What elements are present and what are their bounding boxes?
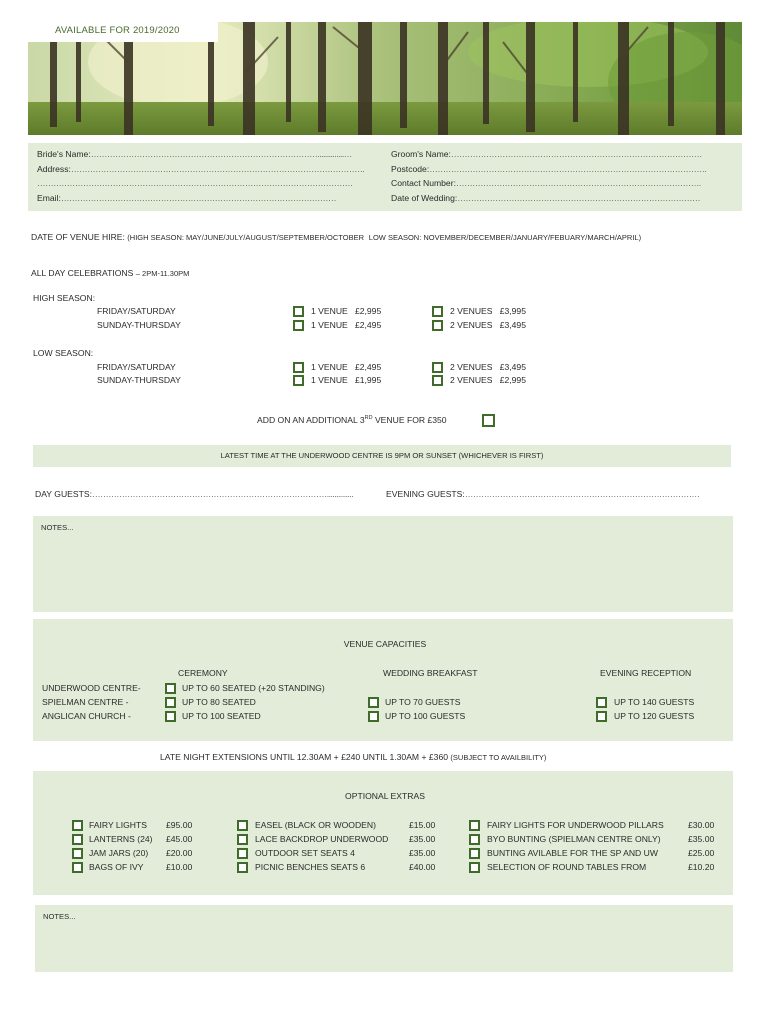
extra-c1-price-2: £45.00 — [166, 834, 193, 844]
extra-bunting-checkbox[interactable] — [469, 848, 480, 859]
extra-c3-label-3: BUNTING AVILABLE FOR THE SP AND UW — [487, 848, 658, 858]
venue-label: 2 VENUES — [450, 306, 493, 316]
high-row2-two — [450, 320, 526, 330]
venue-label: 2 VENUES — [450, 362, 493, 372]
date-hire-high: (HIGH SEASON: MAY/JUNE/JULY/AUGUST/SEPTEMBER/OCTOBER — [127, 233, 365, 242]
late-night-note: (SUBJECT TO AVAILBILITY) — [450, 753, 547, 762]
addon-sup: RD — [364, 415, 373, 422]
availability-label: AVAILABLE FOR 2019/2020 — [28, 22, 218, 42]
extra-outdoor-set-checkbox[interactable] — [237, 848, 248, 859]
venue-label: 2 VENUES — [450, 320, 493, 330]
extra-bags-ivy-checkbox[interactable] — [72, 862, 83, 873]
extra-jam-jars-checkbox[interactable] — [72, 848, 83, 859]
ceremony-opt-1: UP TO 60 SEATED (+20 STANDING) — [182, 683, 325, 693]
reception-heading: EVENING RECEPTION — [600, 668, 692, 678]
addon-line — [257, 415, 447, 425]
ceremony-opt-3: UP TO 100 SEATED — [182, 711, 261, 721]
extra-c2-label-3: OUTDOOR SET SEATS 4 — [255, 848, 355, 858]
extra-c1-label-1: FAIRY LIGHTS — [89, 820, 147, 830]
ceremony-anglican-checkbox[interactable] — [165, 711, 176, 722]
ceremony-heading: CEREMONY — [178, 668, 228, 678]
high-row1-days: FRIDAY/SATURDAY — [97, 306, 176, 316]
extra-c2-price-2: £35.00 — [409, 834, 436, 844]
date-hire-label: DATE OF VENUE HIRE: — [31, 232, 125, 242]
low-sun-1venue-checkbox[interactable] — [293, 375, 304, 386]
celebrations-line — [31, 268, 189, 278]
postcode-label: Postcode: — [391, 163, 430, 174]
extra-c2-price-3: £35.00 — [409, 848, 436, 858]
breakfast-100-checkbox[interactable] — [368, 711, 379, 722]
addon-pre: ADD ON AN ADDITIONAL 3 — [257, 415, 365, 425]
optional-extras-panel — [33, 771, 733, 895]
extra-c2-label-4: PICNIC BENCHES SEATS 6 — [255, 862, 366, 872]
venue-label: 1 VENUE — [311, 306, 348, 316]
celebrations-time: – 2PM-11.30PM — [135, 269, 190, 278]
price: £2,995 — [354, 306, 382, 316]
price: £3,995 — [499, 306, 526, 316]
venue-underwood: UNDERWOOD CENTRE- — [42, 683, 141, 693]
extra-easel-checkbox[interactable] — [237, 820, 248, 831]
extra-picnic-benches-checkbox[interactable] — [237, 862, 248, 873]
high-sun-1venue-checkbox[interactable] — [293, 320, 304, 331]
extra-c2-label-2: LACE BACKDROP UNDERWOOD — [255, 834, 389, 844]
extra-c3-price-1: £30.00 — [688, 820, 715, 830]
extra-c3-price-3: £25.00 — [688, 848, 715, 858]
notes-area-1[interactable] — [33, 516, 733, 612]
high-row2-one — [311, 320, 381, 330]
notes-area-2[interactable] — [35, 905, 733, 972]
ceremony-spielman-checkbox[interactable] — [165, 697, 176, 708]
price: £2,495 — [354, 362, 382, 372]
extra-c3-label-2: BYO BUNTING (SPIELMAN CENTRE ONLY) — [487, 834, 661, 844]
extra-c3-price-4: £10.20 — [688, 862, 715, 872]
email-label: Email: — [37, 192, 61, 203]
extra-c1-label-2: LANTERNS (24) — [89, 834, 153, 844]
low-row2-days: SUNDAY-THURSDAY — [97, 375, 181, 385]
low-season-label: LOW SEASON: — [33, 348, 94, 358]
extra-c1-price-1: £95.00 — [166, 820, 193, 830]
ceremony-underwood-checkbox[interactable] — [165, 683, 176, 694]
extra-c1-price-3: £20.00 — [166, 848, 193, 858]
late-night-main: LATE NIGHT EXTENSIONS UNTIL 12.30AM + £240 UNTIL 1.30AM + £360 — [160, 752, 449, 762]
low-row1-days: FRIDAY/SATURDAY — [97, 362, 176, 372]
high-row1-two — [450, 306, 526, 316]
extra-lanterns-checkbox[interactable] — [72, 834, 83, 845]
price: £2,995 — [499, 375, 526, 385]
evening-guests-field[interactable]: EVENING GUESTS:…………………………………………………………………………… — [386, 489, 700, 499]
extra-fairy-lights-checkbox[interactable] — [72, 820, 83, 831]
extra-c1-label-3: JAM JARS (20) — [89, 848, 149, 858]
extra-c3-price-2: £35.00 — [688, 834, 715, 844]
venue-label: 1 VENUE — [311, 362, 348, 372]
contact-left-column: Bride's Name:…………………………………………………………………………..............… Address:………………………………………………………………………………………………. ……………………………………………………………………………………………………… Email:………………………………………………………………………………………… — [37, 149, 365, 203]
price: £1,995 — [354, 375, 382, 385]
extras-title: OPTIONAL EXTRAS — [345, 791, 425, 801]
price: £3,495 — [499, 320, 526, 330]
latest-time-banner: LATEST TIME AT THE UNDERWOOD CENTRE IS 9PM OR SUNSET (WHICHEVER IS FIRST) — [33, 445, 731, 467]
low-fri-2venues-checkbox[interactable] — [432, 362, 443, 373]
low-row1-two — [450, 362, 526, 372]
breakfast-opt-2: UP TO 100 GUESTS — [385, 711, 466, 721]
reception-opt-1: UP TO 140 GUESTS — [614, 697, 695, 707]
grooms-name-label: Groom's Name: — [391, 149, 451, 159]
extra-c3-label-1: FAIRY LIGHTS FOR UNDERWOOD PILLARS — [487, 820, 664, 830]
price: £3,495 — [499, 362, 526, 372]
price: £2,495 — [354, 320, 382, 330]
notes-label-1: NOTES... — [41, 523, 74, 532]
high-fri-2venues-checkbox[interactable] — [432, 306, 443, 317]
date-hire-low: LOW SEASON: NOVEMBER/DECEMBER/JANUARY/FEBUARY/MARCH/APRIL) — [368, 233, 642, 242]
venue-spielman: SPIELMAN CENTRE - — [42, 697, 129, 707]
capacities-title: VENUE CAPACITIES — [343, 639, 427, 649]
brides-name-label: Bride's Name: — [37, 149, 91, 159]
high-fri-1venue-checkbox[interactable] — [293, 306, 304, 317]
addon-post: VENUE FOR £350 — [372, 415, 447, 425]
venue-label: 1 VENUE — [311, 375, 348, 385]
extra-c3-label-4: SELECTION OF ROUND TABLES FROM — [487, 862, 647, 872]
late-night-line — [160, 752, 546, 762]
low-row2-two — [450, 375, 526, 385]
venue-label: 1 VENUE — [311, 320, 348, 330]
contact-number-label: Contact Number: — [391, 178, 456, 188]
breakfast-opt-1: UP TO 70 GUESTS — [385, 697, 461, 707]
low-sun-2venues-checkbox[interactable] — [432, 375, 443, 386]
ceremony-opt-2: UP TO 80 SEATED — [182, 697, 256, 707]
date-of-wedding-label: Date of Wedding: — [391, 192, 458, 203]
extra-byo-bunting-checkbox[interactable] — [469, 834, 480, 845]
notes-label-2: NOTES... — [43, 912, 76, 921]
low-fri-1venue-checkbox[interactable] — [293, 362, 304, 373]
breakfast-heading: WEDDING BREAKFAST — [383, 668, 478, 678]
addon-3rd-venue-checkbox[interactable] — [482, 414, 495, 427]
venue-anglican: ANGLICAN CHURCH - — [42, 711, 131, 721]
address-label: Address: — [37, 163, 71, 174]
extra-lace-backdrop-checkbox[interactable] — [237, 834, 248, 845]
day-guests-label: DAY GUESTS: — [35, 489, 92, 499]
extra-round-tables-checkbox[interactable] — [469, 862, 480, 873]
low-row1-one — [311, 362, 381, 372]
extra-c2-price-1: £15.00 — [409, 820, 436, 830]
breakfast-70-checkbox[interactable] — [368, 697, 379, 708]
venue-capacities-panel — [33, 619, 733, 741]
contact-right-column: Groom's Name:………………………………………………………………………………… Postcode:…………………………………………………………………………………………. Contact Number:………………………………………………………………………………. Date of Wedding:……………………………………………………………………………… — [391, 149, 707, 203]
date-hire-line — [31, 232, 641, 242]
reception-opt-2: UP TO 120 GUESTS — [614, 711, 695, 721]
high-row2-days: SUNDAY-THURSDAY — [97, 320, 181, 330]
day-guests-field[interactable]: DAY GUESTS:…………………………………………………………………………….............. — [35, 489, 354, 499]
extra-c1-label-4: BAGS OF IVY — [89, 862, 144, 872]
high-sun-2venues-checkbox[interactable] — [432, 320, 443, 331]
reception-140-checkbox[interactable] — [596, 697, 607, 708]
celebrations-label: ALL DAY CELEBRATIONS — [31, 268, 134, 278]
extra-c1-price-4: £10.00 — [166, 862, 193, 872]
reception-120-checkbox[interactable] — [596, 711, 607, 722]
extra-pillar-lights-checkbox[interactable] — [469, 820, 480, 831]
extra-c2-label-1: EASEL (BLACK OR WOODEN) — [255, 820, 376, 830]
extra-c2-price-4: £40.00 — [409, 862, 436, 872]
venue-label: 2 VENUES — [450, 375, 493, 385]
evening-guests-label: EVENING GUESTS: — [386, 489, 465, 499]
high-season-label: HIGH SEASON: — [33, 293, 96, 303]
low-row2-one — [311, 375, 381, 385]
high-row1-one — [311, 306, 381, 316]
